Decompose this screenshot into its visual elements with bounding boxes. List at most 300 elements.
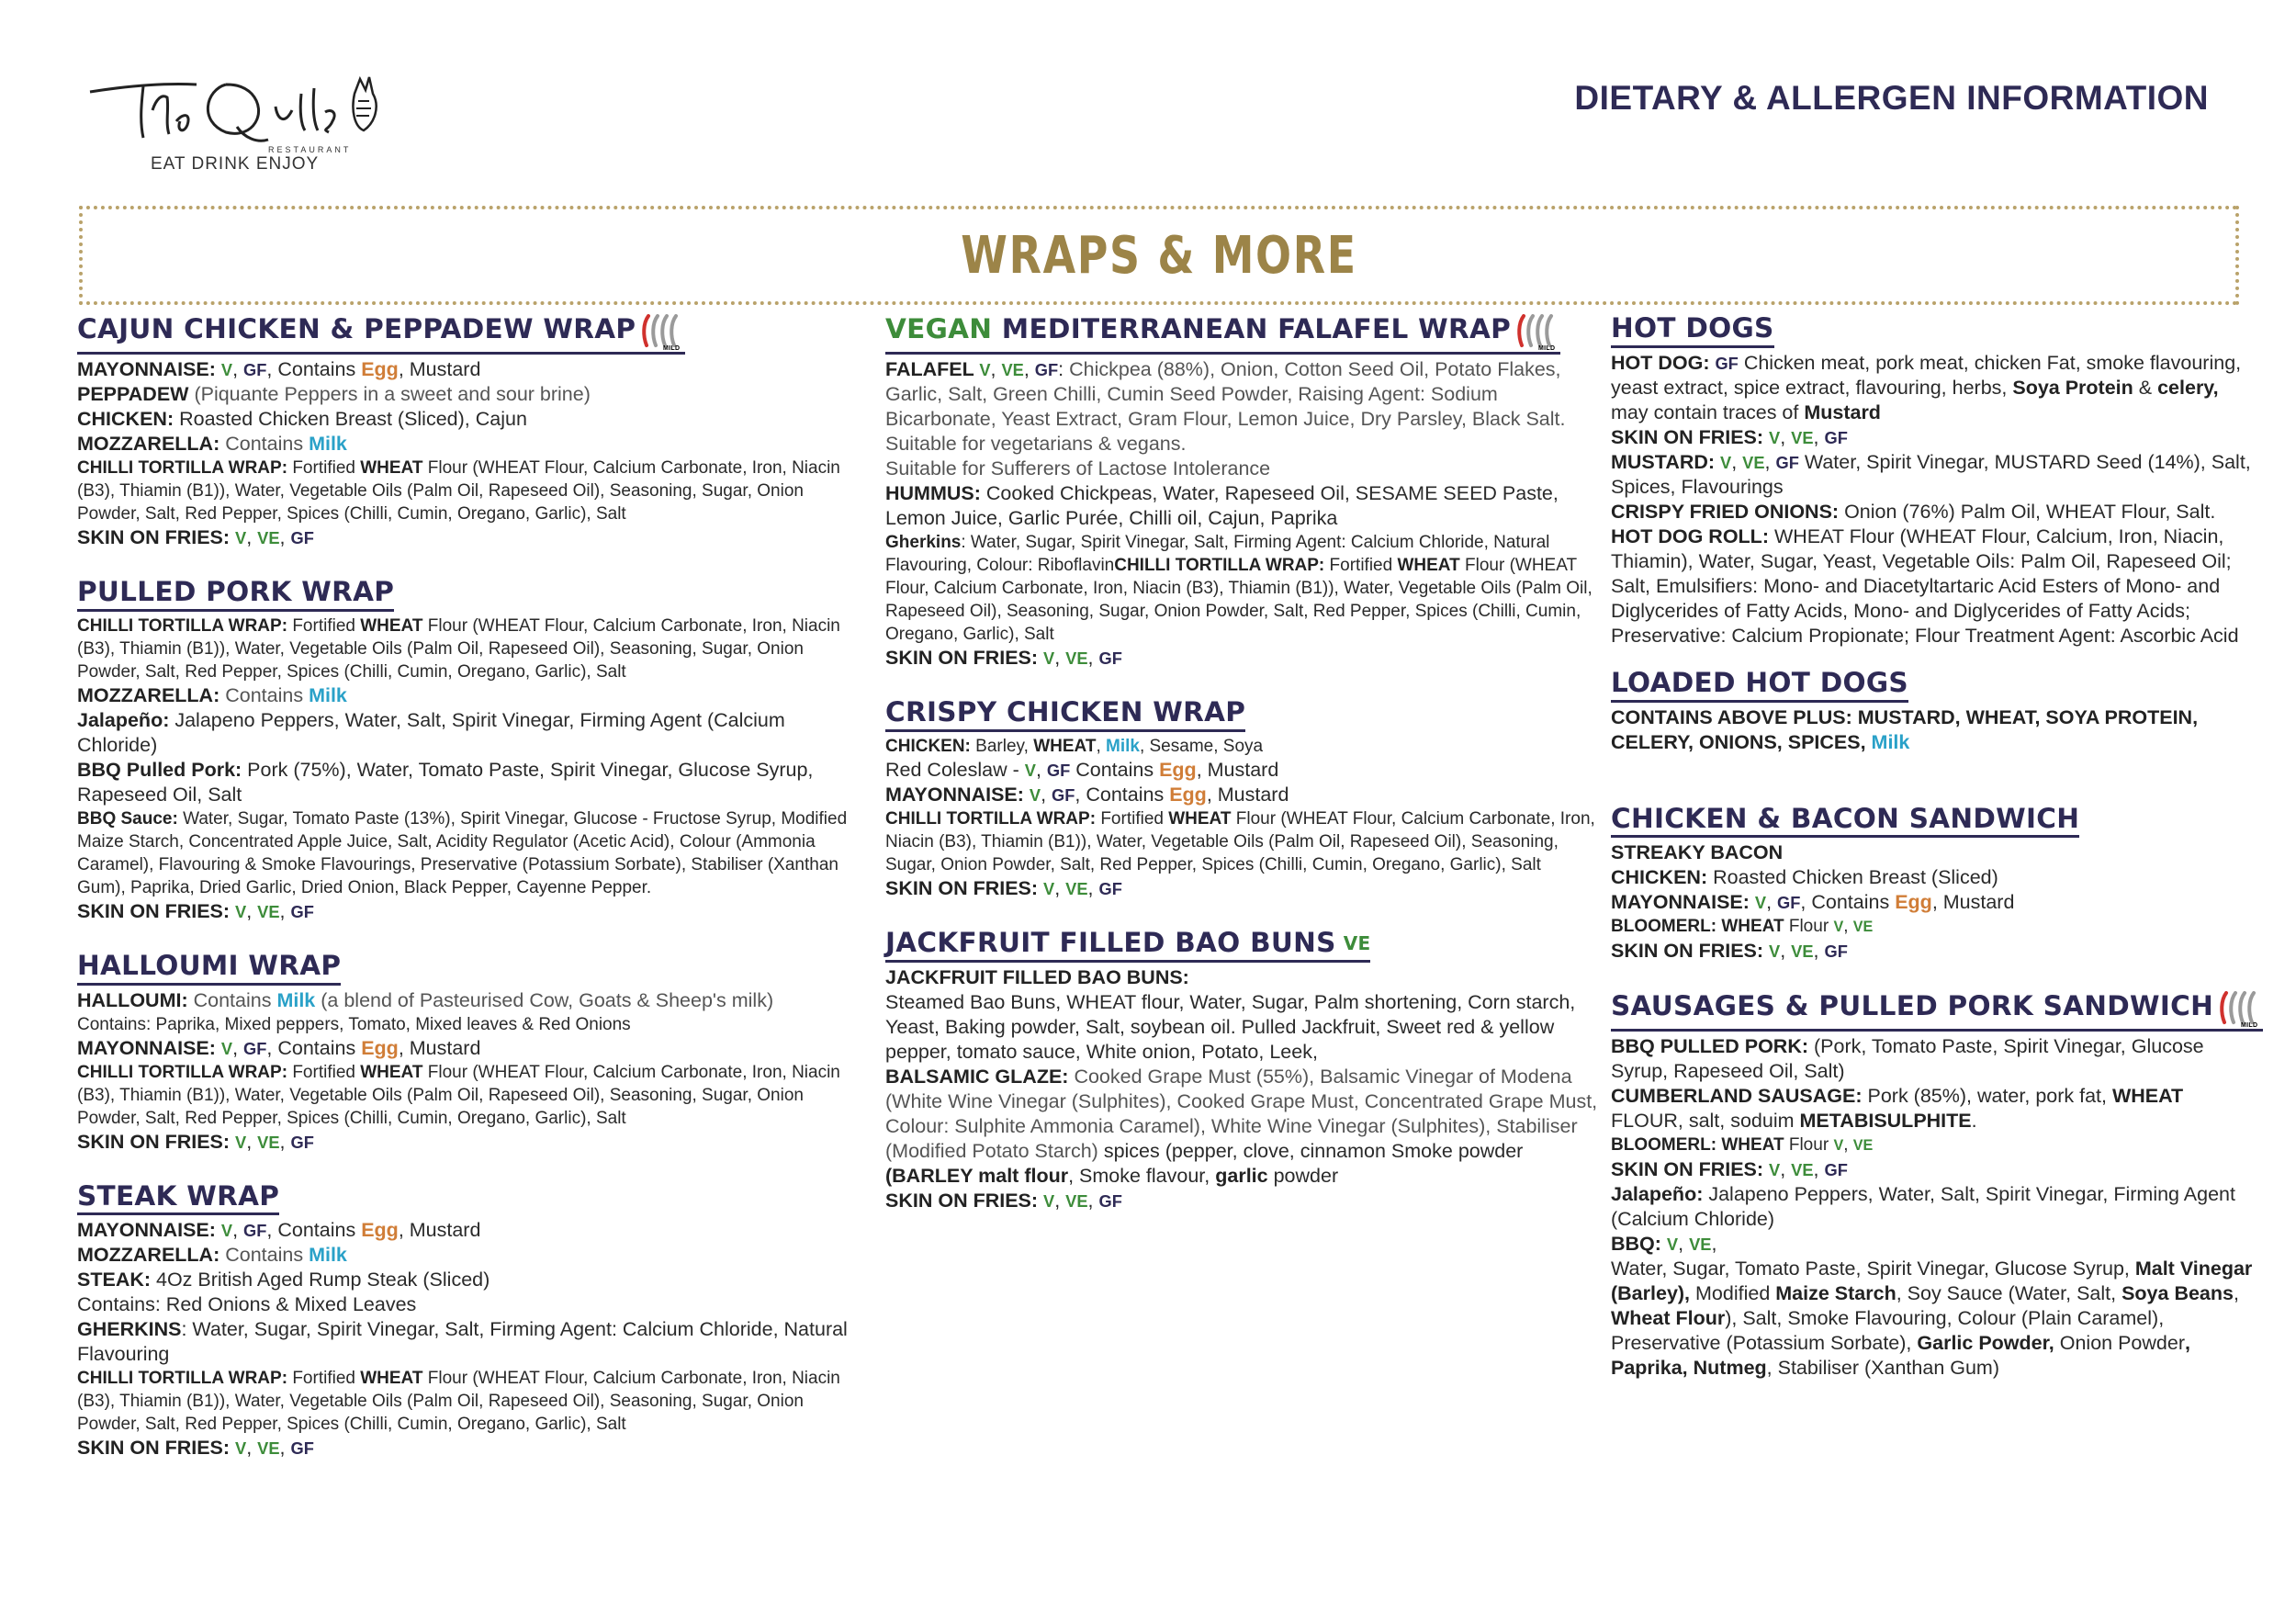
- ingredient-text: , Mustard: [398, 358, 481, 380]
- diet-tag-gf: GF: [1098, 878, 1122, 898]
- ingredient-label: MOZZARELLA:: [77, 683, 226, 706]
- menu-item-title: [1611, 803, 2079, 839]
- ingredient-text: , Contains: [266, 358, 362, 380]
- ingredient-text: Contains: [225, 683, 310, 706]
- ingredient-line: [885, 1189, 1598, 1213]
- ingredient-label: CHILLI TORTILLA WRAP:: [885, 808, 1101, 829]
- ingredient-label: BLOOMERL:: [1611, 1135, 1722, 1156]
- ingredient-text: may contain traces of: [1611, 400, 1805, 423]
- menu-item-title: [77, 950, 341, 986]
- menu-item-name: PULLED PORK WRAP: [77, 576, 395, 607]
- ingredient-text: ,: [990, 358, 1002, 380]
- ingredient-text: Roasted Chicken Breast (Sliced): [1713, 866, 1998, 889]
- ingredient-line: [77, 1436, 863, 1460]
- diet-tag-gf: GF: [1824, 1160, 1848, 1180]
- ingredient-text: Red Coleslaw -: [885, 758, 1025, 781]
- ingredient-line: [77, 1013, 863, 1036]
- ingredient-label: HALLOUMI:: [77, 988, 194, 1011]
- menu-item-title: [1611, 667, 1908, 703]
- ingredient-text: ,: [279, 526, 291, 548]
- ingredient-text: ,: [1780, 940, 1792, 963]
- diet-tag-v: V: [235, 528, 247, 547]
- ingredient-text: Fortified: [292, 458, 361, 478]
- ingredient-line: [1611, 1084, 2254, 1133]
- ingredient-label: Garlic Powder,: [1917, 1332, 2054, 1355]
- ingredient-label: CHILLI TORTILLA WRAP:: [77, 458, 293, 478]
- diet-tag-ve: VE: [1852, 1137, 1874, 1155]
- chilli-mild-icon: [2219, 989, 2263, 1028]
- ingredient-text: (Piquante Peppers in a sweet and sour brine): [194, 383, 591, 405]
- ingredient-line: [885, 735, 1598, 758]
- allergen-milk: Milk: [309, 433, 347, 455]
- menu-item-title: [77, 1180, 279, 1216]
- allergen-highlight: WHEAT: [1721, 917, 1784, 937]
- ingredient-label: CUMBERLAND SAUSAGE:: [1611, 1085, 1868, 1108]
- ingredient-line: [77, 683, 863, 708]
- ingredient-text: ,: [1096, 736, 1106, 756]
- ingredient-text: , Mustard: [1931, 891, 2015, 914]
- diet-tag-v: V: [1769, 427, 1781, 447]
- ingredient-text: ,: [1780, 1158, 1792, 1181]
- ingredient-text: ,: [279, 1130, 291, 1153]
- ingredient-text: Water, Sugar, Tomato Paste (13%), Spirit Vinegar, Glucose - Fructose Syrup, Modified Maize Starch, Concentrated Apple Juice, Salt, Acidity Regulator (Acetic Acid), Colour (Ammonia Caramel), Flavouring & Smoke Flavourings, Preservative (Potassium Sorbate), Stabiliser (Xanthan Gum), Paprika, Dried Garlic, Dried Onion, Black Pepper, Cayenne Pepper.: [77, 808, 848, 897]
- ingredient-text: ,: [279, 899, 291, 922]
- ingredient-label: Jalapeño:: [1611, 1183, 1709, 1206]
- ingredient-text: , Mustard: [398, 1036, 481, 1059]
- ingredient-text: ,: [1087, 647, 1099, 669]
- diet-tag-gf: GF: [290, 1438, 314, 1459]
- ingredient-line: [885, 1065, 1598, 1189]
- ingredient-label: CHICKEN:: [77, 408, 180, 430]
- menu-item: [1611, 312, 2254, 648]
- ingredient-line: [885, 965, 1598, 990]
- vegan-prefix: VEGAN: [885, 313, 993, 344]
- diet-tag-ve: VE: [1852, 919, 1874, 936]
- ingredient-text: ,: [1054, 647, 1066, 669]
- ingredient-label: (BARLEY malt flour: [885, 1164, 1069, 1187]
- diet-tag-gf: GF: [243, 360, 267, 379]
- menu-item: [885, 312, 1598, 671]
- allergen-highlight: WHEAT: [360, 1062, 423, 1082]
- ingredient-line: [885, 457, 1598, 481]
- diet-tag-gf: GF: [1034, 360, 1059, 379]
- ingredient-text: ,: [1087, 876, 1099, 899]
- ingredient-text: ,: [1731, 450, 1743, 473]
- ingredient-text: .: [1971, 1110, 1977, 1133]
- diet-tag-v: V: [220, 360, 233, 379]
- ingredient-line: [885, 876, 1598, 901]
- ingredient-label: SKIN ON FRIES:: [1611, 940, 1770, 963]
- menu-column-3: [1611, 312, 2258, 1381]
- ingredient-line: [885, 783, 1598, 807]
- ingredient-text: ,: [1813, 940, 1825, 963]
- menu-item: [885, 696, 1598, 901]
- ingredient-label: HOT DOG:: [1611, 351, 1716, 374]
- ingredient-text: , Smoke flavour,: [1068, 1164, 1216, 1187]
- ingredient-text: ,: [246, 1437, 258, 1460]
- ingredient-text: powder: [1267, 1164, 1339, 1187]
- ingredient-text: Flour: [1784, 1135, 1834, 1156]
- ingredient-text: ,: [2233, 1282, 2239, 1305]
- logo-subtitle: RESTAURANT: [268, 145, 352, 154]
- diet-tag-gf: GF: [243, 1221, 267, 1241]
- ingredient-text: WHEAT Flour (WHEAT Flour, Calcium, Iron, Niacin, Thiamin), Water, Sugar, Yeast, Vegetable Oils: Palm Oil, Rapeseed Oil; Salt, Emulsifiers: Mono- and Diacetyltartaric Acid Esters of Mono- and Diglycerides of Fatty Acids, Mono- and Diglycerides of Fatty Acids; Preservative: Calcium Propionate; Flour Treatment Agent: Ascorbic Acid: [1611, 524, 2239, 647]
- ingredient-label: SKIN ON FRIES:: [77, 899, 236, 922]
- ingredient-line: [1611, 450, 2254, 500]
- ingredient-text: Flour (WHEAT Flour, Calcium Carbonate, Iron, Niacin (B3), Thiamin (B1)), Water, Vegetable Oils (Palm Oil, Rapeseed Oil), Seasoning, Sugar, Onion Powder, Salt, Red Pepper, Spices (Chilli, Cumin, Oregano, Garlic), Salt: [77, 615, 840, 682]
- diet-tag-v: V: [1043, 1190, 1055, 1211]
- vegan-suffix-tag: VE: [1343, 931, 1371, 954]
- ingredient-text: : Water, Sugar, Spirit Vinegar, Salt, Firming Agent: Calcium Chloride, Natural Flavouring, Colour: Riboflavin: [885, 533, 1550, 575]
- ingredient-label: , Paprika, Nutmeg: [1611, 1332, 2190, 1380]
- ingredient-text: Roasted Chicken Breast (Sliced), Cajun: [179, 408, 527, 430]
- ingredient-text: spices (pepper, clove, cinnamon Smoke powder: [1103, 1139, 1524, 1162]
- menu-item-title: [885, 927, 1370, 963]
- menu-item: [77, 950, 863, 1155]
- ingredient-text: Contains: Paprika, Mixed peppers, Tomato, Mixed leaves & Red Onions: [77, 1014, 631, 1034]
- diet-tag-v: V: [1833, 1137, 1844, 1155]
- menu-item-title: [77, 312, 685, 355]
- ingredient-line: [1611, 865, 2254, 890]
- diet-tag-v: V: [235, 1132, 247, 1152]
- ingredient-text: ,: [1087, 1189, 1099, 1212]
- ingredient-text: , Stabiliser (Xanthan Gum): [1766, 1357, 2000, 1380]
- allergen-highlight: WHEAT: [1397, 556, 1460, 575]
- ingredient-text: ,: [1678, 1233, 1690, 1256]
- menu-item-name: CAJUN CHICKEN & PEPPADEW WRAP: [77, 313, 636, 344]
- allergen-highlight: WHEAT: [1033, 736, 1097, 756]
- ingredient-line: [77, 615, 863, 683]
- ingredient-line: [77, 457, 863, 525]
- allergen-egg: Egg: [1159, 758, 1197, 781]
- diet-tag-v: V: [1029, 784, 1041, 805]
- diet-tag-gf: GF: [1775, 452, 1799, 472]
- chilli-mild-icon: [641, 312, 685, 351]
- allergen-milk: Milk: [309, 1244, 347, 1267]
- ingredient-text: (a blend of Pasteurised Cow, Goats & Sheep's milk): [315, 988, 774, 1011]
- diet-tag-ve: VE: [257, 528, 280, 547]
- ingredient-label: STREAKY BACON: [1611, 841, 1784, 864]
- allergen-highlight: WHEAT: [1168, 808, 1232, 829]
- ingredient-label: Malt Vinegar (Barley),: [1611, 1257, 2253, 1305]
- ingredient-label: BBQ:: [1611, 1233, 1667, 1256]
- diet-tag-gf: GF: [1824, 427, 1848, 447]
- menu-item-title: [1611, 989, 2263, 1032]
- ingredient-line: [1611, 1157, 2254, 1182]
- diet-tag-ve: VE: [257, 901, 280, 921]
- ingredient-text: Contains: [193, 988, 277, 1011]
- ingredient-line: [77, 1243, 863, 1268]
- menu-item: [885, 927, 1598, 1213]
- menu-item-title: [885, 312, 1560, 355]
- ingredient-text: , Sesame, Soya: [1139, 736, 1264, 756]
- ingredient-text: Fortified: [1100, 808, 1169, 829]
- ingredient-label: SKIN ON FRIES:: [885, 647, 1044, 669]
- allergen-egg: Egg: [361, 1036, 399, 1059]
- ingredient-label: CONTAINS ABOVE PLUS: MUSTARD, WHEAT, SOYA PROTEIN, CELERY, ONIONS, SPICES,: [1611, 705, 2199, 753]
- ingredient-text: , Mustard: [398, 1219, 481, 1242]
- ingredient-line: [1611, 351, 2254, 425]
- ingredient-line: [1611, 524, 2254, 648]
- ingredient-line: [1611, 705, 2254, 755]
- ingredient-label: MUSTARD:: [1611, 450, 1721, 473]
- diet-tag-v: V: [235, 1438, 247, 1459]
- diet-tag-v: V: [1769, 942, 1781, 962]
- ingredient-text: Fortified: [292, 1369, 361, 1389]
- menu-item-name: MEDITERRANEAN FALAFEL WRAP: [1001, 313, 1512, 344]
- menu-item: [77, 312, 863, 550]
- ingredient-text: Chicken meat, pork meat, chicken Fat, smoke flavouring, yeast extract, spice extract, flavouring, herbs,: [1611, 351, 2242, 399]
- ingredient-text: Flour (WHEAT Flour, Calcium Carbonate, Iron, Niacin (B3), Thiamin (B1)), Water, Vegetable Oils (Palm Oil, Rapeseed Oil), Seasoning, Sugar, Onion Powder, Salt, Red Pepper, Spices (Chilli, Cumin, Oregano, Garlic), Salt: [885, 556, 1593, 644]
- ingredient-text: ,: [1023, 358, 1035, 380]
- ingredient-text: Jalapeno Peppers, Water, Salt, Spirit Vinegar, Firming Agent (Calcium Chloride): [77, 708, 785, 756]
- allergen-highlight: WHEAT: [1721, 1135, 1784, 1156]
- ingredient-line: [77, 357, 863, 382]
- ingredient-label: BBQ Pulled Pork:: [77, 758, 248, 781]
- diet-tag-v: V: [1754, 893, 1767, 913]
- diet-tag-gf: GF: [1046, 760, 1071, 780]
- diet-tag-ve: VE: [1791, 427, 1814, 447]
- ingredient-label: CHILLI TORTILLA WRAP:: [1114, 556, 1330, 575]
- ingredient-label: JACKFRUIT FILLED BAO BUNS:: [885, 965, 1189, 988]
- diet-tag-gf: GF: [290, 901, 314, 921]
- diet-tag-gf: GF: [243, 1038, 267, 1058]
- ingredient-text: , Contains: [1075, 783, 1170, 806]
- allergen-highlight: WHEAT: [360, 615, 423, 636]
- ingredient-label: WHEAT: [2111, 1085, 2184, 1108]
- ingredient-text: Flour: [1784, 917, 1834, 937]
- diet-tag-v: V: [235, 901, 247, 921]
- ingredient-text: , Contains: [1800, 891, 1896, 914]
- diet-tag-v: V: [220, 1221, 233, 1241]
- ingredient-label: SKIN ON FRIES:: [77, 526, 236, 548]
- ingredient-label: MAYONNAISE:: [885, 783, 1030, 806]
- ingredient-text: , Soy Sauce (Water, Salt,: [1896, 1282, 2122, 1305]
- ingredient-line: [1611, 1034, 2254, 1084]
- ingredient-text: Flour (WHEAT Flour, Calcium Carbonate, Iron, Niacin (B3), Thiamin (B1)), Water, Vegetable Oils (Palm Oil, Rapeseed Oil), Seasoning, Sugar, Onion Powder, Salt, Red Pepper, Spices (Chilli, Cumin, Oregano, Garlic), Salt: [77, 1369, 840, 1435]
- menu-item-name: HALLOUMI WRAP: [77, 949, 342, 981]
- section-title-box: [79, 206, 2239, 305]
- menu-item: [1611, 989, 2258, 1381]
- allergen-highlight: WHEAT: [360, 458, 423, 478]
- ingredient-label: Soya Beans: [2122, 1282, 2234, 1305]
- ingredient-label: garlic: [1215, 1164, 1268, 1187]
- ingredient-label: CRISPY FRIED ONIONS:: [1611, 500, 1845, 523]
- ingredient-text: ,: [1843, 1135, 1853, 1156]
- ingredient-text: Cooked Grape Must (55%), Balsamic Vinegar of Modena (White Wine Vinegar (Sulphites), Cooked Grape Must, Concentrated Grape Must, Colour: Sulphite Ammonia Caramel), White Wine Vinegar (Sulphites), Stabiliser (Modified Potato Starch): [885, 1065, 1598, 1162]
- ingredient-text: Chickpea (88%), Onion, Cotton Seed Oil, Potato Flakes, Garlic, Salt, Green Chilli, Cumin Seed Powder, Raising Agent: Sodium Bicarbonate, Yeast Extract, Gram Flour, Lemon Juice, Dry Parsley, Black Salt. Suitable for vegetarians & vegans.: [885, 358, 1566, 455]
- ingredient-line: [77, 708, 863, 758]
- diet-tag-gf: GF: [1777, 893, 1801, 913]
- diet-tag-v: V: [1720, 452, 1732, 472]
- ingredient-label: Soya Protein: [2012, 376, 2133, 399]
- diet-tag-v: V: [1769, 1160, 1781, 1180]
- diet-tag-gf: GF: [1824, 942, 1848, 962]
- ingredient-text: ,: [279, 1437, 291, 1460]
- ingredient-line: [885, 990, 1598, 1065]
- ingredient-line: [77, 1130, 863, 1155]
- ingredient-text: ,: [246, 1130, 258, 1153]
- diet-tag-v: V: [1024, 760, 1036, 780]
- menu-item-name: CRISPY CHICKEN WRAP: [885, 696, 1246, 727]
- ingredient-text: ,: [246, 899, 258, 922]
- ingredient-text: Pork (75%), Water, Tomato Paste, Spirit Vinegar, Glucose Syrup, Rapeseed Oil, Salt: [77, 758, 814, 806]
- ingredient-label: SKIN ON FRIES:: [1611, 425, 1770, 448]
- ingredient-text: Water, Spirit Vinegar, MUSTARD Seed (14%), Salt, Spices, Flavourings: [1611, 450, 2251, 498]
- logo-script-mark: [88, 66, 391, 149]
- ingredient-label: CHILLI TORTILLA WRAP:: [77, 1062, 293, 1082]
- menu-item: [1611, 803, 2254, 964]
- ingredient-text: Fortified: [292, 1062, 361, 1082]
- diet-tag-v: V: [220, 1038, 233, 1058]
- diet-tag-v: V: [1043, 648, 1055, 668]
- ingredient-line: [77, 1367, 863, 1436]
- ingredient-text: Water, Sugar, Tomato Paste, Spirit Vinegar, Glucose Syrup,: [1611, 1257, 2135, 1280]
- ingredient-label: BALSAMIC GLAZE:: [885, 1065, 1075, 1088]
- ingredient-text: , Mustard: [1206, 783, 1289, 806]
- ingredient-label: PEPPADEW: [77, 383, 195, 405]
- ingredient-label: SKIN ON FRIES:: [77, 1437, 236, 1460]
- section-title: WRAPS & MORE: [961, 226, 1357, 286]
- ingredient-text: Fortified: [292, 615, 361, 636]
- diet-tag-ve: VE: [1065, 648, 1088, 668]
- ingredient-text: ,: [1780, 425, 1792, 448]
- allergen-egg: Egg: [361, 358, 399, 380]
- ingredient-label: CHILLI TORTILLA WRAP:: [77, 1369, 293, 1389]
- ingredient-label: FALAFEL: [885, 358, 980, 380]
- ingredient-line: [885, 531, 1598, 646]
- ingredient-label: SKIN ON FRIES:: [77, 1130, 236, 1153]
- allergen-milk: Milk: [1106, 736, 1140, 756]
- ingredient-label: CHILLI TORTILLA WRAP:: [77, 615, 293, 636]
- menu-column-1: [77, 312, 863, 1460]
- ingredient-label: MAYONNAISE:: [77, 1219, 221, 1242]
- ingredient-line: [77, 407, 863, 432]
- tagline: EAT DRINK ENJOY: [151, 154, 320, 174]
- diet-tag-gf: GF: [1098, 1190, 1122, 1211]
- ingredient-line: [1611, 500, 2254, 524]
- diet-tag-ve: VE: [1065, 1190, 1088, 1211]
- ingredient-label: SKIN ON FRIES:: [885, 1189, 1044, 1212]
- ingredient-label: METABISULPHITE: [1799, 1110, 1972, 1133]
- ingredient-line: [1611, 425, 2254, 450]
- ingredient-text: Cooked Chickpeas, Water, Rapeseed Oil, SESAME SEED Paste, Lemon Juice, Garlic Purée, Chilli oil, Cajun, Paprika: [885, 482, 1559, 529]
- menu-item-name: JACKFRUIT FILLED BAO BUNS: [885, 926, 1336, 958]
- ingredient-text: ,: [1041, 783, 1052, 806]
- ingredient-text: , Mustard: [1196, 758, 1279, 781]
- ingredient-label: CHICKEN:: [885, 736, 976, 756]
- diet-tag-v: V: [1833, 919, 1844, 936]
- ingredient-text: ,: [1054, 876, 1066, 899]
- ingredient-line: [885, 646, 1598, 671]
- diet-tag-ve: VE: [257, 1438, 280, 1459]
- ingredient-text: Suitable for Sufferers of Lactose Intolerance: [885, 457, 1271, 479]
- allergen-milk: Milk: [276, 988, 316, 1011]
- ingredient-text: ,: [232, 1219, 244, 1242]
- allergen-egg: Egg: [1169, 783, 1207, 806]
- ingredient-line: [1611, 1232, 2254, 1257]
- diet-tag-gf: GF: [1715, 353, 1739, 373]
- menu-item-title: [77, 576, 394, 612]
- ingredient-label: Jalapeño:: [77, 708, 175, 731]
- diet-tag-gf: GF: [1098, 648, 1122, 668]
- ingredient-label: HUMMUS:: [885, 482, 986, 504]
- diet-tag-ve: VE: [1001, 360, 1024, 379]
- ingredient-text: Jalapeno Peppers, Water, Salt, Spirit Vinegar, Firming Agent (Calcium Chloride): [1611, 1183, 2235, 1231]
- ingredient-text: Flour (WHEAT Flour, Calcium Carbonate, Iron, Niacin (B3), Thiamin (B1)), Water, Vegetable Oils (Palm Oil, Rapeseed Oil), Seasoning, Sugar, Onion Powder, Salt, Red Pepper, Spices (Chilli, Cumin, Oregano, Garlic), Salt: [77, 1062, 840, 1128]
- diet-tag-v: V: [979, 360, 991, 379]
- ingredient-label: Maize Starch: [1775, 1282, 1896, 1305]
- ingredient-text: (Pork, Tomato Paste, Spirit Vinegar, Glucose Syrup, Rapeseed Oil, Salt): [1611, 1035, 2204, 1083]
- ingredient-text: 4Oz British Aged Rump Steak (Sliced): [156, 1269, 490, 1291]
- ingredient-text: , Contains: [266, 1219, 362, 1242]
- ingredient-text: Fortified: [1329, 556, 1398, 575]
- ingredient-text: Pork (85%), water, pork fat,: [1867, 1085, 2112, 1108]
- ingredient-line: [1611, 915, 2254, 939]
- ingredient-line: [77, 1036, 863, 1061]
- ingredient-label: STEAK:: [77, 1269, 156, 1291]
- ingredient-line: [1611, 1133, 2254, 1157]
- chilli-label: MILD: [663, 345, 681, 351]
- ingredient-text: ,: [1054, 1189, 1066, 1212]
- ingredient-line: [77, 525, 863, 550]
- diet-tag-ve: VE: [257, 1132, 280, 1152]
- menu-item-name: STEAK WRAP: [77, 1179, 280, 1212]
- ingredient-text: : Water, Sugar, Spirit Vinegar, Salt, Firming Agent: Calcium Chloride, Natural Flavouring: [77, 1318, 848, 1366]
- menu-item: [77, 1180, 863, 1461]
- ingredient-text: , Contains: [266, 1036, 362, 1059]
- ingredient-label: MAYONNAISE:: [77, 358, 221, 380]
- diet-tag-v: V: [1043, 878, 1055, 898]
- diet-tag-gf: GF: [290, 1132, 314, 1152]
- ingredient-text: Contains: [225, 1244, 310, 1267]
- ingredient-text: &: [2133, 376, 2158, 399]
- ingredient-label: BLOOMERL:: [1611, 917, 1722, 937]
- allergen-egg: Egg: [1895, 891, 1932, 914]
- diet-tag-ve: VE: [1791, 1160, 1814, 1180]
- ingredient-line: [77, 382, 863, 407]
- ingredient-text: ,: [1764, 450, 1776, 473]
- ingredient-line: [1611, 840, 2254, 865]
- menu-item-name: LOADED HOT DOGS: [1611, 666, 1908, 698]
- ingredient-text: FLOUR, salt, soduim: [1611, 1110, 1800, 1133]
- allergen-egg: Egg: [361, 1219, 399, 1242]
- ingredient-text: Contains: [225, 433, 310, 455]
- ingredient-text: ,: [246, 526, 258, 548]
- diet-tag-ve: VE: [1689, 1235, 1712, 1255]
- ingredient-text: Contains: Red Onions & Mixed Leaves: [77, 1293, 417, 1316]
- ingredient-line: [77, 1292, 863, 1317]
- ingredient-label: MAYONNAISE:: [1611, 891, 1755, 914]
- ingredient-label: MAYONNAISE:: [77, 1036, 221, 1059]
- ingredient-label: Gherkins: [885, 533, 962, 552]
- menu-item-title: [885, 696, 1245, 732]
- ingredient-line: [77, 1268, 863, 1292]
- ingredient-line: [77, 1317, 863, 1367]
- chilli-label: MILD: [2241, 1022, 2258, 1029]
- menu-column-2: [885, 312, 1598, 1213]
- menu-item-name: HOT DOGS: [1611, 312, 1774, 344]
- ingredient-label: GHERKINS: [77, 1318, 182, 1341]
- chilli-label: MILD: [1538, 345, 1556, 351]
- ingredient-label: SKIN ON FRIES:: [1611, 1158, 1770, 1181]
- ingredient-label: SKIN ON FRIES:: [885, 876, 1044, 899]
- ingredient-text: ), Salt, Smoke Flavouring, Colour (Plain Caramel), Preservative (Potassium Sorbate),: [1611, 1307, 2165, 1355]
- ingredient-line: [77, 432, 863, 457]
- ingredient-line: [77, 1061, 863, 1130]
- ingredient-text: ,: [1711, 1233, 1717, 1256]
- menu-item: [77, 576, 863, 924]
